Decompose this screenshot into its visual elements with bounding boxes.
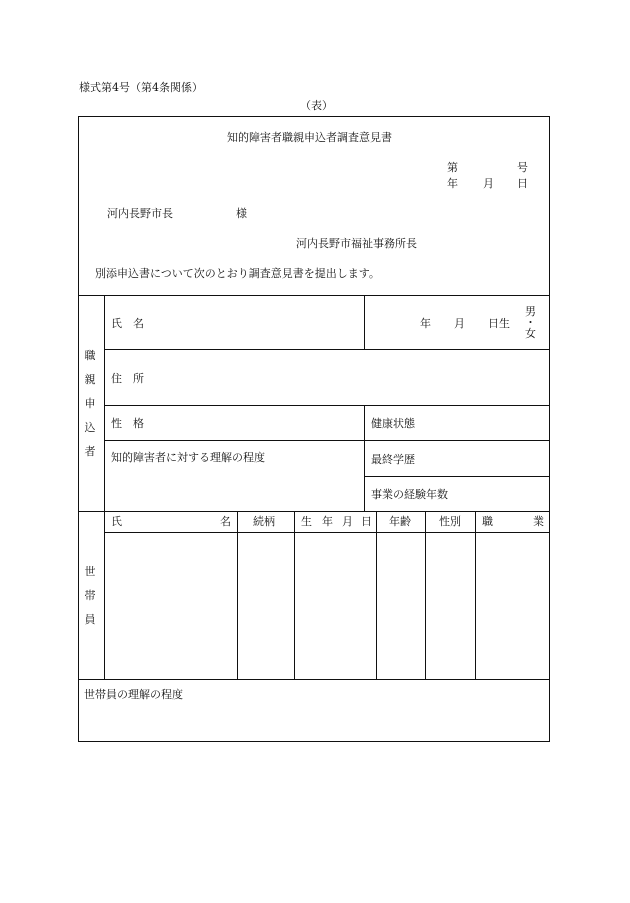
address-label: 住 所 [111,372,144,385]
col-divider [425,511,426,679]
col-divider [294,511,295,679]
birth-month: 月 [454,317,465,330]
household-section-label: 世 帯 員 [84,565,96,626]
col-birth-3: 月 [342,515,353,528]
health-label: 健康状態 [371,417,415,430]
birth-day: 日生 [488,317,510,330]
applicant-section-label: 職 親 申 込 者 [84,349,96,458]
statement: 別添申込書について次のとおり調査意見書を提出します。 [95,267,380,280]
col-divider [475,511,476,679]
name-label: 氏 名 [111,317,144,330]
date-month: 月 [483,177,494,190]
education-label: 最終学歴 [371,453,415,466]
name-divider [364,295,365,350]
section-divider [78,295,550,296]
applicant-label-divider [104,295,105,511]
section-divider [78,679,550,680]
row-line [104,349,550,350]
understanding-label: 知的障害者に対する理解の程度 [111,451,265,464]
addressee-honorific: 様 [236,207,247,220]
household-understanding-label: 世帯員の理解の程度 [84,688,183,701]
col-age: 年齢 [389,515,411,528]
document-title: 知的障害者職親申込者調査意見書 [227,131,392,144]
col-divider [237,511,238,679]
col-relation: 続柄 [253,515,275,528]
form-side-label: （表） [300,99,333,112]
experience-label: 事業の経験年数 [371,488,448,501]
number-go: 号 [517,161,528,174]
date-year: 年 [447,177,458,190]
number-dai: 第 [447,161,458,174]
household-header-line [104,532,550,533]
attributes-divider [364,405,365,511]
addressee: 河内長野市長 [107,207,173,220]
col-birth-1: 生 [301,515,312,528]
col-name-2: 名 [220,515,231,528]
sex-female: 女 [525,327,536,340]
row-line [104,405,550,406]
household-label-divider [104,511,105,679]
col-birth-2: 年 [322,515,333,528]
sex-male: 男 [525,305,536,318]
col-birth-4: 日 [361,515,372,528]
date-day: 日 [517,177,528,190]
birth-year: 年 [420,317,431,330]
col-job-2: 業 [533,515,544,528]
form-number: 様式第4号（第4条関係） [79,81,203,94]
col-job-1: 職 [482,515,493,528]
section-divider [78,511,550,512]
character-label: 性 格 [111,417,144,430]
col-divider [376,511,377,679]
col-name-1: 氏 [111,515,122,528]
row-line [364,476,550,477]
col-sex: 性別 [439,515,461,528]
sender: 河内長野市福祉事務所長 [296,237,417,250]
row-line [104,440,550,441]
sex-separator: ・ [525,316,536,329]
